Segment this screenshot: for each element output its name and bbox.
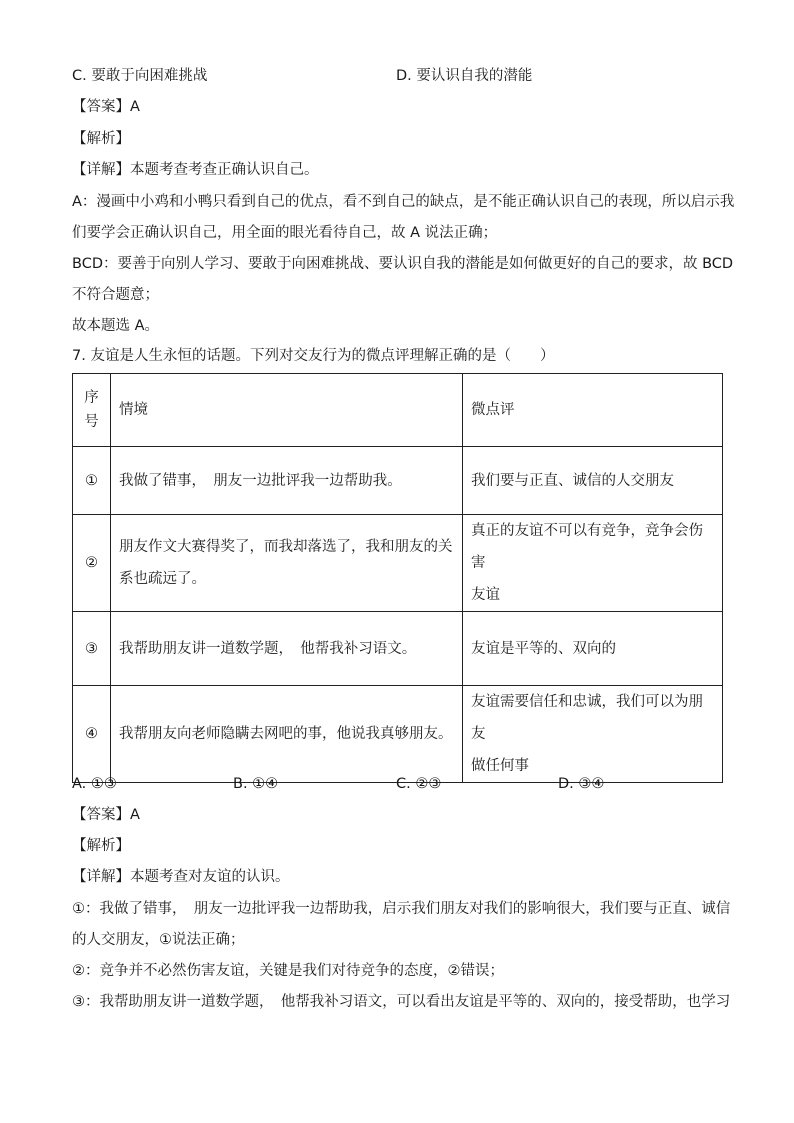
row-num: ②: [73, 515, 111, 612]
situation-line: 我帮助朋友讲一道数学题， 他帮我补习语文。: [119, 640, 417, 657]
question-7-table: [72, 373, 723, 783]
table-header-row: [73, 374, 723, 447]
detail-a-line2: 们要学会正确认识自己，用全面的眼光看待自己，故 A 说法正确；: [72, 225, 498, 241]
option-a: A. ①③: [72, 776, 117, 792]
detail-heading: 【详解】本题考查考查正确认识自己。: [72, 162, 319, 178]
situation-line: 系也疏远了。: [119, 571, 206, 587]
answer-label: 【答案】A: [72, 807, 140, 823]
analysis-label: 【解析】: [72, 131, 130, 147]
row-comment: [463, 515, 723, 612]
option-d-prev: D. 要认识自我的潜能: [396, 68, 533, 84]
detail-p3: ③：我帮助朋友讲一道数学题， 他帮我补习语文，可以看出友谊是平等的、双向的，接受帮助，也学习: [72, 994, 731, 1010]
row-situation: [111, 612, 463, 686]
option-b: B. ①④: [233, 776, 279, 792]
situation-line: 我做了错事， 朋友一边批评我一边帮助我。: [119, 472, 402, 489]
table-row: [73, 686, 723, 783]
option-d: D. ③④: [558, 776, 605, 792]
table-row: [73, 515, 723, 612]
header-num-top: 序: [84, 390, 99, 406]
row-comment: [463, 686, 723, 783]
row-comment: [463, 447, 723, 515]
row-num: ④: [73, 686, 111, 783]
row-situation: [111, 447, 463, 515]
detail-bcd-line1: BCD：要善于向别人学习、要敢于向困难挑战、要认识自我的潜能是如何做更好的自己的要求，故 BCD: [72, 256, 734, 272]
option-c-prev: C. 要敢于向困难挑战: [72, 68, 208, 84]
table-row: [73, 447, 723, 515]
situation-line: 我帮朋友向老师隐瞒去网吧的事，他说我真够朋友。: [119, 726, 453, 742]
analysis-label: 【解析】: [72, 838, 130, 854]
row-situation: [111, 515, 463, 612]
option-c: C. ②③: [396, 776, 442, 792]
detail-p1-line2: 的人交朋友，①说法正确；: [72, 932, 245, 948]
row-num: ③: [73, 612, 111, 686]
comment-line: 友谊需要信任和忠诚，我们可以为朋友: [471, 694, 703, 742]
detail-conclusion: 故本题选 A。: [72, 318, 160, 334]
header-comment: 微点评: [463, 374, 723, 447]
header-situation: 情境: [111, 374, 463, 447]
row-situation: [111, 686, 463, 783]
detail-heading: 【详解】本题考查对友谊的认识。: [72, 869, 290, 885]
answer-label: 【答案】A: [72, 99, 140, 115]
comment-line: 做任何事: [471, 758, 529, 774]
comment-line: 友谊: [471, 587, 500, 603]
header-num: [73, 374, 111, 447]
situation-line: 朋友作文大赛得奖了，而我却落选了，我和朋友的关: [119, 539, 453, 555]
header-num-bottom: 号: [84, 414, 99, 430]
detail-a-line1: A：漫画中小鸡和小鸭只看到自己的优点，看不到自己的缺点，是不能正确认识自己的表现，所以启示我: [72, 194, 735, 210]
detail-p2: ②：竞争并不必然伤害友谊，关键是我们对待竞争的态度，②错误；: [72, 963, 504, 979]
comment-line: 真正的友谊不可以有竞争，竞争会伤害: [471, 523, 703, 571]
row-num: ①: [73, 447, 111, 515]
comment-line: 友谊是平等的、双向的: [471, 640, 616, 657]
detail-bcd-line2: 不符合题意；: [72, 287, 159, 303]
detail-p1-line1: ①：我做了错事， 朋友一边批评我一边帮助我，启示我们朋友对我们的影响很大，我们要与正直、诚信: [72, 901, 731, 917]
question-7-stem: 7. 友谊是人生永恒的话题。下列对交友行为的微点评理解正确的是（ ）: [72, 348, 555, 364]
table-row: [73, 612, 723, 686]
row-comment: [463, 612, 723, 686]
comment-line: 我们要与正直、诚信的人交朋友: [471, 472, 674, 489]
